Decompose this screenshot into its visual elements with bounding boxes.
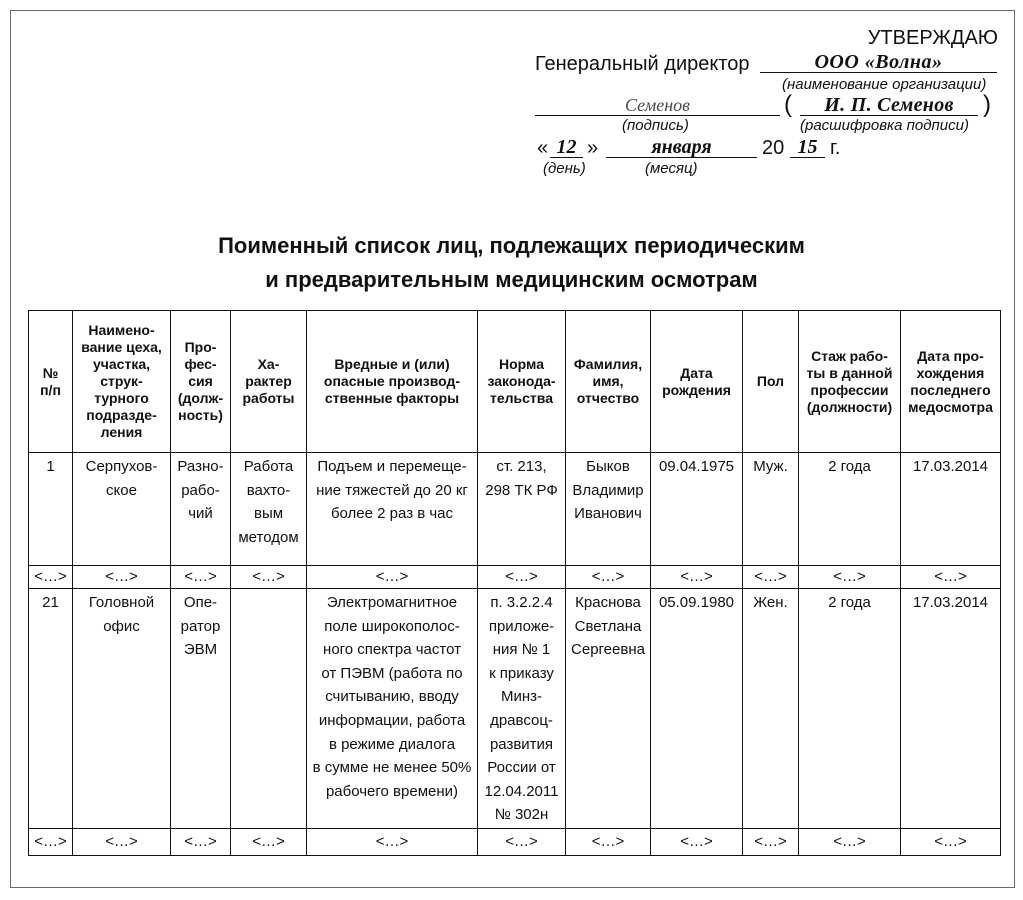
header-experience: Стаж рабо- ты в данной профессии (должности) xyxy=(799,311,901,453)
cell-harmful-factors: <…> xyxy=(307,829,478,856)
cell-number: 21 xyxy=(29,589,73,829)
header-department: Наимено- вание цеха, участка, струк- турного подразде- ления xyxy=(73,311,171,453)
date-year-suffix: 15 xyxy=(790,136,825,158)
date-month: января xyxy=(606,136,757,158)
cell-number: <…> xyxy=(29,829,73,856)
header-number: № п/п xyxy=(29,311,73,453)
open-parenthesis: ( xyxy=(784,91,792,118)
date-close-quote: » xyxy=(587,137,599,159)
table-row xyxy=(29,589,1001,829)
cell-work-type: <…> xyxy=(231,829,307,856)
document-title xyxy=(0,229,1023,297)
cell-experience: <…> xyxy=(799,566,901,589)
organization-caption: (наименование организации) xyxy=(782,76,987,93)
date-year-unit: г. xyxy=(830,137,841,159)
cell-full-name: <…> xyxy=(566,566,651,589)
signature: Семенов xyxy=(535,94,780,116)
header-last-exam-date: Дата про- хождения последнего медосмотра xyxy=(901,311,1001,453)
cell-legal-norm: <…> xyxy=(478,829,566,856)
director-position: Генеральный директор xyxy=(535,53,750,75)
cell-harmful-factors: <…> xyxy=(307,566,478,589)
title-line-1: Поименный список лиц, подлежащих периодическим xyxy=(218,233,805,258)
header-work-type: Ха- рактер работы xyxy=(231,311,307,453)
month-caption: (месяц) xyxy=(645,160,698,177)
cell-profession: Опе- ратор ЭВМ xyxy=(171,589,231,829)
table-row-omitted xyxy=(29,566,1001,589)
cell-profession: <…> xyxy=(171,566,231,589)
header-harmful-factors: Вредные и (или) опасные производ- ственные факторы xyxy=(307,311,478,453)
cell-last-exam-date: <…> xyxy=(901,566,1001,589)
cell-experience: 2 года xyxy=(799,453,901,566)
cell-last-exam-date: <…> xyxy=(901,829,1001,856)
date-year-prefix: 20 xyxy=(762,137,785,159)
cell-department: <…> xyxy=(73,566,171,589)
cell-profession: <…> xyxy=(171,829,231,856)
approval-heading: УТВЕРЖДАЮ xyxy=(867,27,998,49)
cell-gender: Жен. xyxy=(743,589,799,829)
cell-legal-norm: п. 3.2.2.4 приложе- ния № 1 к приказу Минз- дравсоц- развития России от 12.04.2011 № 302н xyxy=(478,589,566,829)
title-line-2: и предварительным медицинским осмотрам xyxy=(265,267,758,292)
cell-harmful-factors: Подъем и перемеще- ние тяжестей до 20 кг более 2 раз в час xyxy=(307,453,478,566)
cell-legal-norm: <…> xyxy=(478,566,566,589)
table-row-omitted xyxy=(29,829,1001,856)
cell-work-type: Работа вахто- вым методом xyxy=(231,453,307,566)
cell-number: <…> xyxy=(29,566,73,589)
cell-department: Серпухов- ское xyxy=(73,453,171,566)
cell-last-exam-date: 17.03.2014 xyxy=(901,453,1001,566)
cell-experience: <…> xyxy=(799,829,901,856)
cell-birth-date: 05.09.1980 xyxy=(651,589,743,829)
header-full-name: Фамилия, имя, отчество xyxy=(566,311,651,453)
cell-gender: Муж. xyxy=(743,453,799,566)
cell-birth-date: <…> xyxy=(651,829,743,856)
signature-caption: (подпись) xyxy=(622,117,689,134)
header-gender: Пол xyxy=(743,311,799,453)
table-header-row xyxy=(29,311,1001,453)
date-day: 12 xyxy=(550,136,583,158)
cell-gender: <…> xyxy=(743,829,799,856)
cell-number: 1 xyxy=(29,453,73,566)
signature-name-caption: (расшифровка подписи) xyxy=(800,117,969,134)
cell-work-type xyxy=(231,589,307,829)
cell-experience: 2 года xyxy=(799,589,901,829)
cell-birth-date: 09.04.1975 xyxy=(651,453,743,566)
cell-birth-date: <…> xyxy=(651,566,743,589)
table-row xyxy=(29,453,1001,566)
cell-profession: Разно- рабо- чий xyxy=(171,453,231,566)
cell-harmful-factors: Электромагнитное поле широкополос- ного спектра частот от ПЭВМ (работа по считыванию, вводу информации, работа в режиме диалога в сумме не менее 50% рабочего времени) xyxy=(307,589,478,829)
close-parenthesis: ) xyxy=(983,91,991,118)
date-open-quote: « xyxy=(537,137,549,159)
cell-full-name: <…> xyxy=(566,829,651,856)
header-profession: Про- фес- сия (долж- ность) xyxy=(171,311,231,453)
cell-department: <…> xyxy=(73,829,171,856)
organization-name: ООО «Волна» xyxy=(760,51,997,73)
day-caption: (день) xyxy=(543,160,586,177)
cell-department: Головной офис xyxy=(73,589,171,829)
cell-legal-norm: ст. 213, 298 ТК РФ xyxy=(478,453,566,566)
signature-name: И. П. Семенов xyxy=(800,94,978,116)
cell-last-exam-date: 17.03.2014 xyxy=(901,589,1001,829)
cell-full-name: Быков Владимир Иванович xyxy=(566,453,651,566)
header-birth-date: Дата рождения xyxy=(651,311,743,453)
employee-list-table xyxy=(28,310,1001,856)
cell-work-type: <…> xyxy=(231,566,307,589)
cell-gender: <…> xyxy=(743,566,799,589)
cell-full-name: Краснова Светлана Сергеевна xyxy=(566,589,651,829)
header-legal-norm: Норма законода- тельства xyxy=(478,311,566,453)
